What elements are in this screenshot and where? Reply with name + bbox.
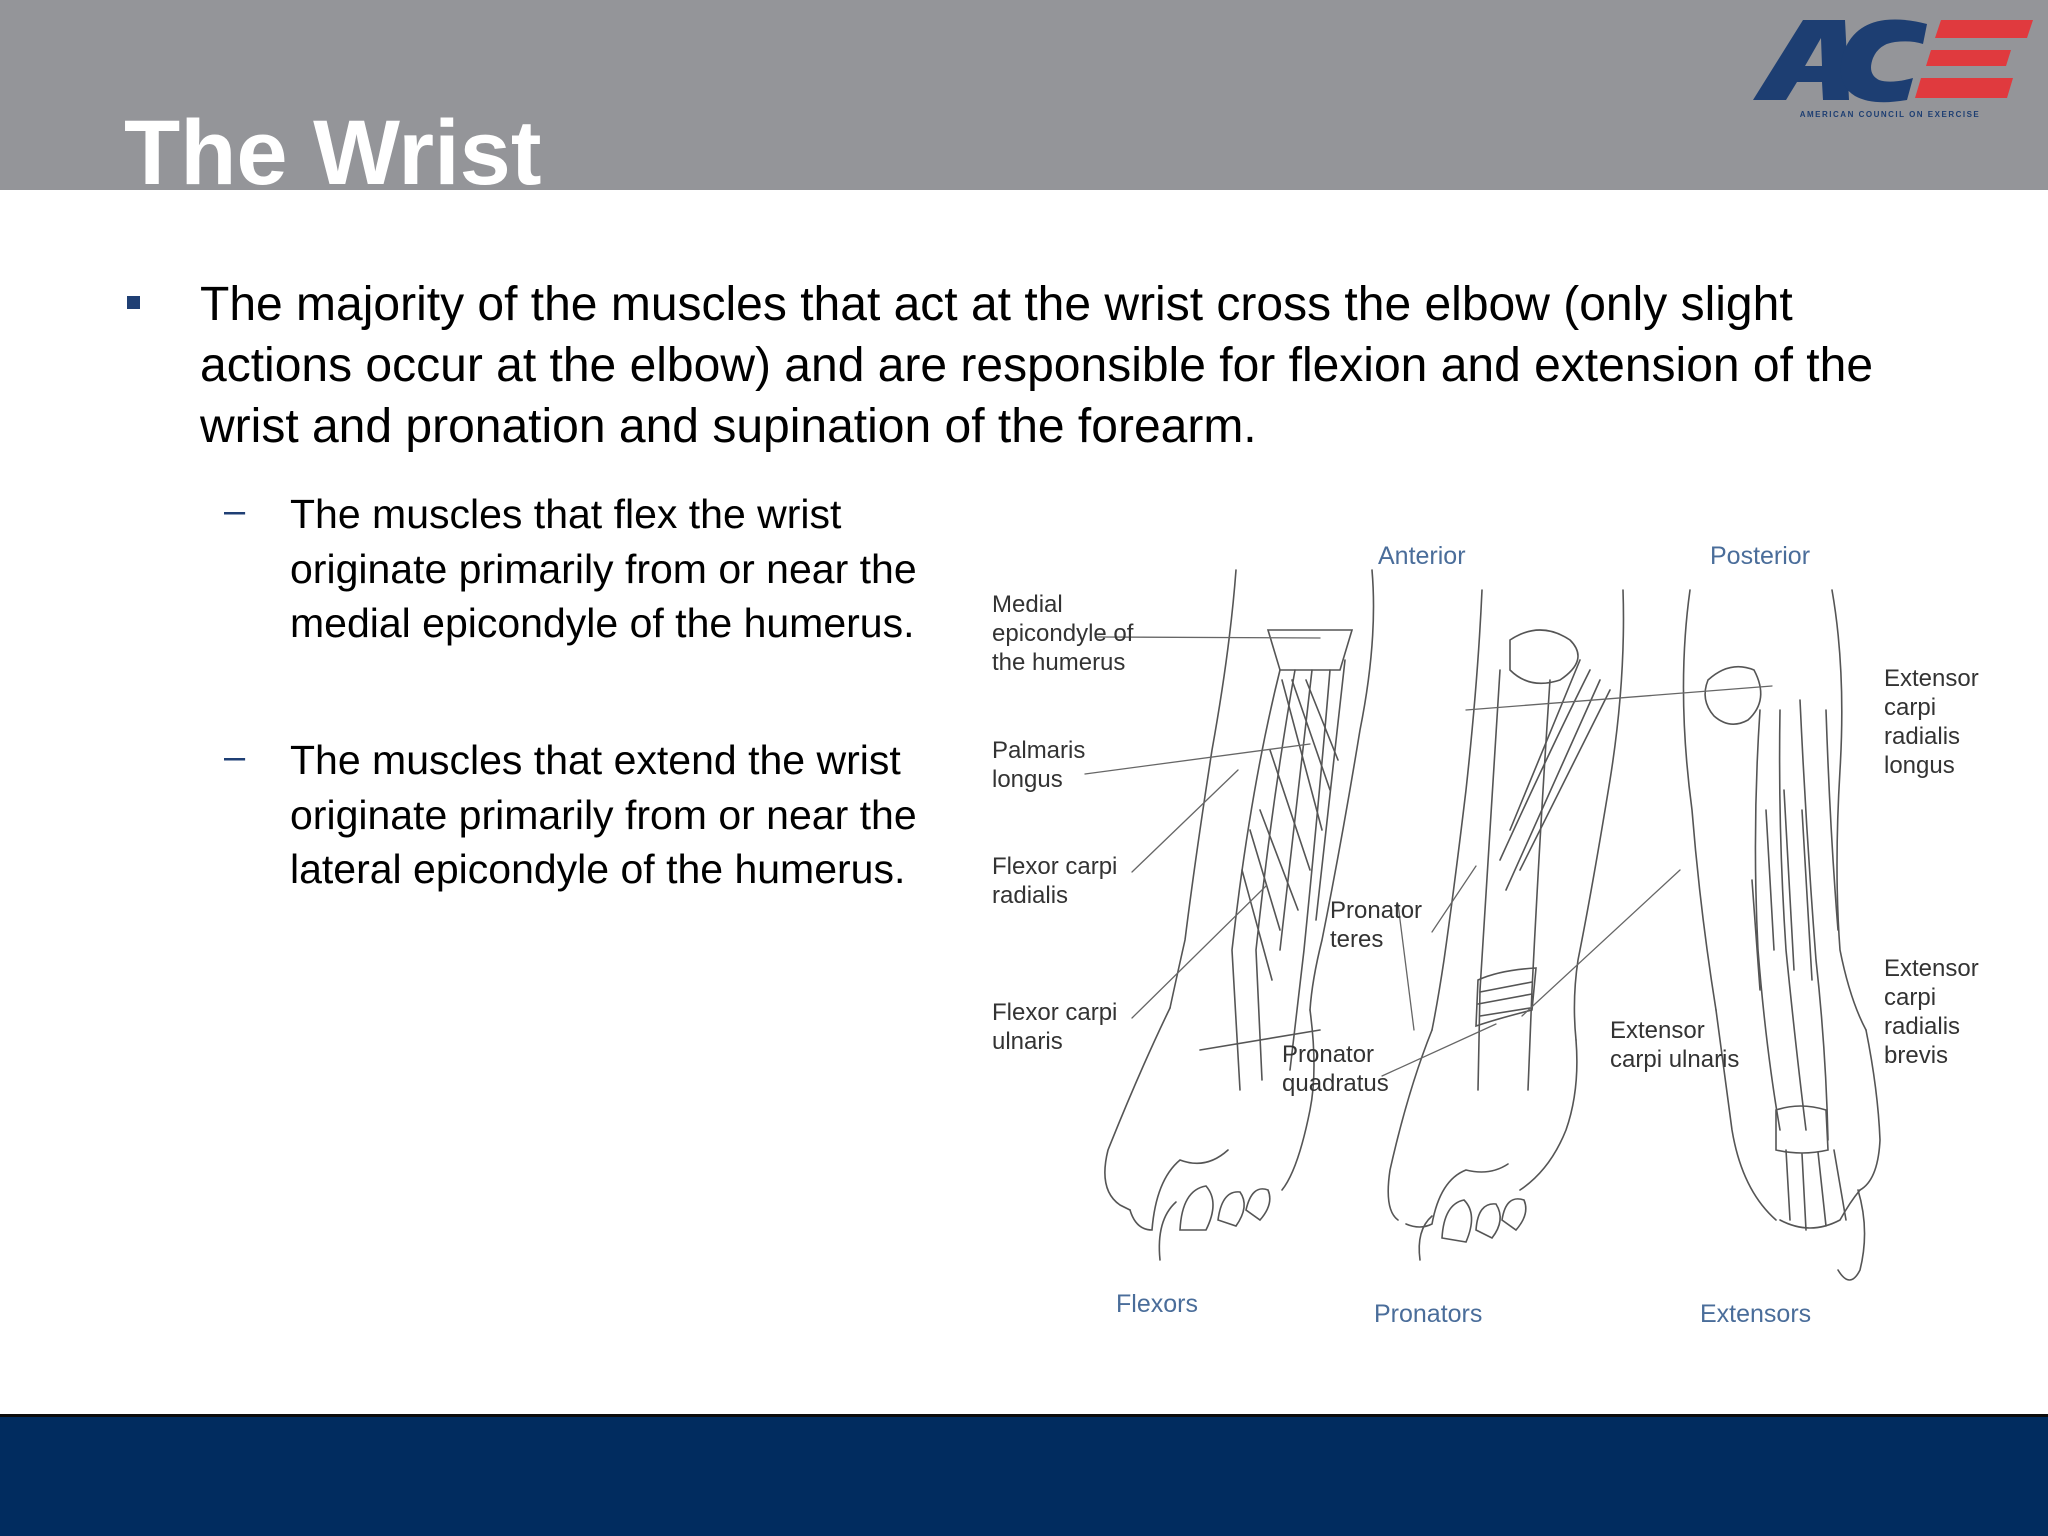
label-medial-epicondyle: Medial epicondyle of the humerus — [992, 591, 1134, 676]
bullet-square-icon — [127, 296, 140, 309]
caption-extensors: Extensors — [1700, 1300, 1812, 1328]
anterior-header: Anterior — [1378, 542, 1466, 570]
label-flexor-carpi-ulnaris: Flexor carpi ulnaris — [992, 999, 1118, 1055]
label-extensor-carpi-ulnaris: Extensor carpi ulnaris — [1610, 1017, 1740, 1073]
logo-tagline: AMERICAN COUNCIL ON EXERCISE — [1799, 110, 1981, 119]
label-pronator-quadratus: Pronator quadratus — [1282, 1041, 1389, 1097]
ace-logo — [1745, 14, 2035, 119]
posterior-header: Posterior — [1710, 542, 1811, 570]
caption-pronators: Pronators — [1374, 1300, 1483, 1328]
dash-icon: – — [224, 490, 246, 532]
pronator-arm-drawing — [1388, 590, 1623, 1260]
label-extensor-carpi-radialis-longus: Extensor carpi radialis longus — [1884, 665, 1979, 779]
label-flexor-carpi-radialis: Flexor carpi radialis — [992, 853, 1118, 909]
label-pronator-teres: Pronator teres — [1330, 897, 1423, 953]
label-leader-lines — [1085, 637, 1772, 1076]
sub-bullet-flexors: The muscles that flex the wrist originate primarily from or near the medial epicondyle of the humerus. — [290, 491, 917, 646]
caption-flexors: Flexors — [1116, 1290, 1198, 1318]
sub-bullet-extensors: The muscles that extend the wrist originate primarily from or near the lateral epicondyle of the humerus. — [290, 737, 917, 892]
main-bullet-text: The majority of the muscles that act at the wrist cross the elbow (only slight actions occur at the elbow) and are responsible for flexion and extension of the wrist and pronation and supination of the forearm. — [200, 278, 1874, 453]
label-extensor-carpi-radialis-brevis: Extensor carpi radialis brevis — [1884, 955, 1979, 1069]
label-palmaris-longus: Palmaris longus — [992, 737, 1086, 793]
extensor-arm-drawing — [1683, 590, 1880, 1280]
footer-bar — [0, 1414, 2048, 1536]
dash-icon: – — [224, 736, 246, 778]
slide-title: The Wrist — [124, 102, 542, 204]
forearm-muscle-illustration — [980, 530, 1979, 1350]
